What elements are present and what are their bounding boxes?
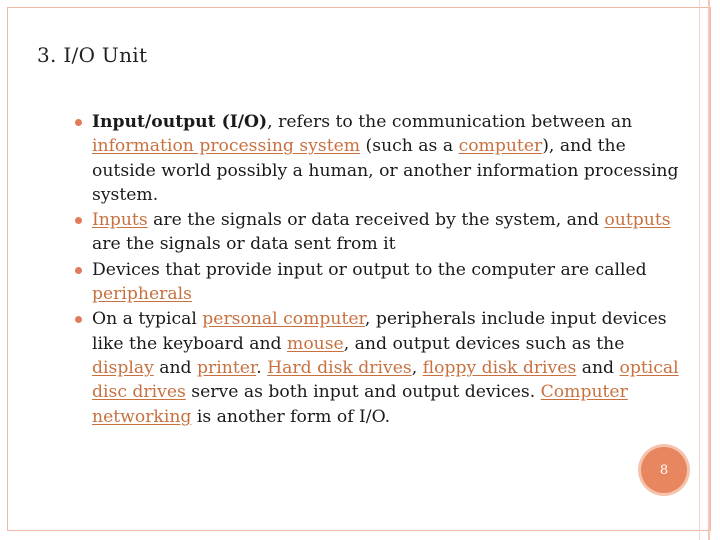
term-io: Input/output (I/O) [92, 112, 268, 132]
slide-border-line-inner [699, 0, 700, 540]
slide-title: 3. I/O Unit [37, 43, 148, 67]
link-computer-networking[interactable]: Computer networking [92, 382, 628, 427]
bullet-item-inputs-outputs [75, 208, 685, 257]
text: , refers to the communication between an [267, 112, 633, 132]
text: On a typical [92, 309, 203, 330]
text: ), and the outside world possibly a human, or another information processing system. [92, 136, 679, 205]
bullet-dot-icon [75, 267, 82, 274]
text: , and output devices such as the [343, 333, 625, 354]
text: serve as both input and output devices. [185, 382, 541, 403]
link-optical-disc-drives[interactable]: optical disc drives [92, 357, 679, 403]
text: are the signals or data received by the system, and [147, 210, 605, 231]
page-number-badge: 8 [641, 447, 687, 493]
slide-border-line [708, 0, 710, 540]
text: . [256, 357, 268, 378]
link-personal-computer[interactable]: personal computer [202, 309, 365, 330]
link-mouse[interactable]: mouse [287, 333, 344, 354]
link-display[interactable]: display [92, 357, 154, 378]
bullet-dot-icon [75, 119, 82, 126]
text: , peripherals include input devices like the keyboard and [92, 309, 667, 354]
link-computer[interactable]: computer [458, 136, 543, 157]
bullet-dot-icon [75, 316, 82, 323]
bullet-dot-icon [75, 217, 82, 224]
link-peripherals[interactable]: peripherals [92, 284, 192, 305]
link-printer[interactable]: printer [197, 357, 257, 378]
text: Devices that provide input or output to the computer are called [92, 259, 647, 280]
bullet-item-peripherals [75, 258, 685, 307]
text: are the signals or data sent from it [92, 234, 396, 255]
link-information-processing-system[interactable]: information processing system [92, 136, 361, 157]
link-floppy-disk-drives[interactable]: floppy disk drives [422, 357, 577, 378]
text: and [576, 357, 620, 378]
text: (such as a [360, 136, 459, 157]
bullet-list [75, 110, 685, 430]
bullet-item-personal-computer [75, 307, 685, 428]
text: is another form of I/O. [191, 406, 391, 427]
bullet-item-io-definition [75, 110, 685, 207]
link-outputs[interactable]: outputs [604, 210, 671, 231]
text: , [411, 357, 423, 378]
link-hard-disk-drives[interactable]: Hard disk drives [267, 357, 412, 378]
link-inputs[interactable]: Inputs [92, 210, 148, 231]
text: and [153, 357, 198, 378]
